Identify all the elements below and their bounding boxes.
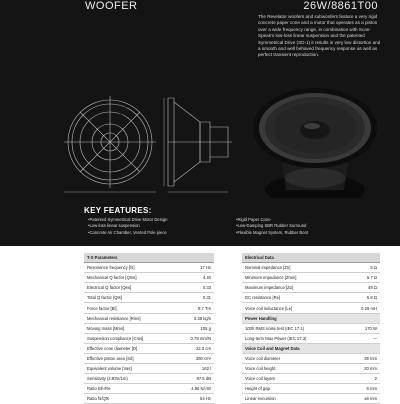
table-row: Equivalent volume [Vas] 162 l — [84, 364, 214, 374]
table-row: Resonance frequency [fs] 17 Hz — [84, 263, 214, 273]
table-row: Force factor [Bl] 9.7 Tm — [84, 303, 214, 313]
table-row: Effective cone diameter [D] 22.0 cm — [84, 343, 214, 353]
table-subheader: Power Handling — [242, 313, 380, 323]
table-row: Voice coil inductance [Le] 0.26 mH — [242, 303, 380, 313]
ts-parameters-table — [84, 253, 214, 404]
table-row: Sensitivity (2.83V/1m) 87.5 dB — [84, 374, 214, 384]
table-header: Electrical Data — [242, 253, 380, 263]
table-row: Mechanical resistance [Rms] 0.38 kg/s — [84, 313, 214, 323]
table-row: Long-term Max Power (IEC 17.3) — — [242, 333, 380, 343]
table-row: DC resistance [Re] 5.8 Ω — [242, 293, 380, 303]
model-number: 26W/8861T00 — [303, 0, 378, 12]
feature-item: • Rigid Paper Cone — [236, 217, 308, 223]
table-row: Linear excursion ±6 mm — [242, 394, 380, 404]
features-title: KEY FEATURES: — [84, 206, 152, 215]
table-row: Electrical Q factor [Qes] 0.33 — [84, 283, 214, 293]
feature-item: • Low-loss linear suspension — [88, 223, 167, 229]
table-header: T-S Parameters — [84, 253, 214, 263]
front-view-drawing — [64, 96, 156, 192]
table-row: Voice coil layers 2 — [242, 374, 380, 384]
feature-item: • Flexible Magnet System, Rubber Boot — [236, 230, 308, 236]
table-subheader: Voice Coil and Magnet Data — [242, 343, 380, 353]
table-row: Minimum impedance [Zmin] 6.7 Ω — [242, 273, 380, 283]
table-row: Voice coil diameter 39 mm — [242, 353, 380, 363]
table-row: 100h RMS noise test (IEC 17.1) 170 W — [242, 323, 380, 333]
table-row: Maximum impedance [Zo] 49 Ω — [242, 283, 380, 293]
page-title: WOOFER — [85, 0, 138, 12]
side-view-drawing — [164, 98, 232, 192]
feature-item: • Patented Symmetrical Drive Motor Design — [88, 217, 167, 223]
feature-item: • Concrete Air Chamber, Vented Pole piece — [88, 230, 167, 236]
table-row: Ratio fs/Qts 54 Hz — [84, 394, 214, 404]
intro-paragraph: The Revelator woofers and subwoofers feature a very rigid concrete paper cone and a motor that operates as a piston over a wide frequency range, in combination with Scan-Speak's low-loss linear suspension and the patented Symmetrical Drive (SD-1) it results in very low distortion and a smooth and well behaved frequency response as well as perfect transient reproduction. — [258, 14, 381, 58]
features-list-left — [88, 217, 167, 236]
electrical-data-table — [242, 253, 380, 404]
features-list-right — [236, 217, 308, 236]
table-row: Total Q factor [Qts] 0.31 — [84, 293, 214, 303]
table-row: Moving mass [Mms] 105 g — [84, 323, 214, 333]
table-row: Ratio Bl/√Re 4.96 N/√W — [84, 384, 214, 394]
features-band — [0, 198, 400, 246]
table-row: Voice coil height 20 mm — [242, 364, 380, 374]
table-row: Nominal impedance [Zn] 8 Ω — [242, 263, 380, 273]
table-row: Suspension compliance [Cms] 0.79 mm/N — [84, 333, 214, 343]
table-row: Mechanical Q factor [Qms] 4.40 — [84, 273, 214, 283]
technical-drawing — [60, 72, 240, 212]
woofer-photo — [240, 72, 390, 212]
feature-item: • Low-Damping SBR Rubber Surround — [236, 223, 308, 229]
table-row: Effective piston area [Sd] 380 cm² — [84, 353, 214, 363]
table-row: Height of gap 8 mm — [242, 384, 380, 394]
